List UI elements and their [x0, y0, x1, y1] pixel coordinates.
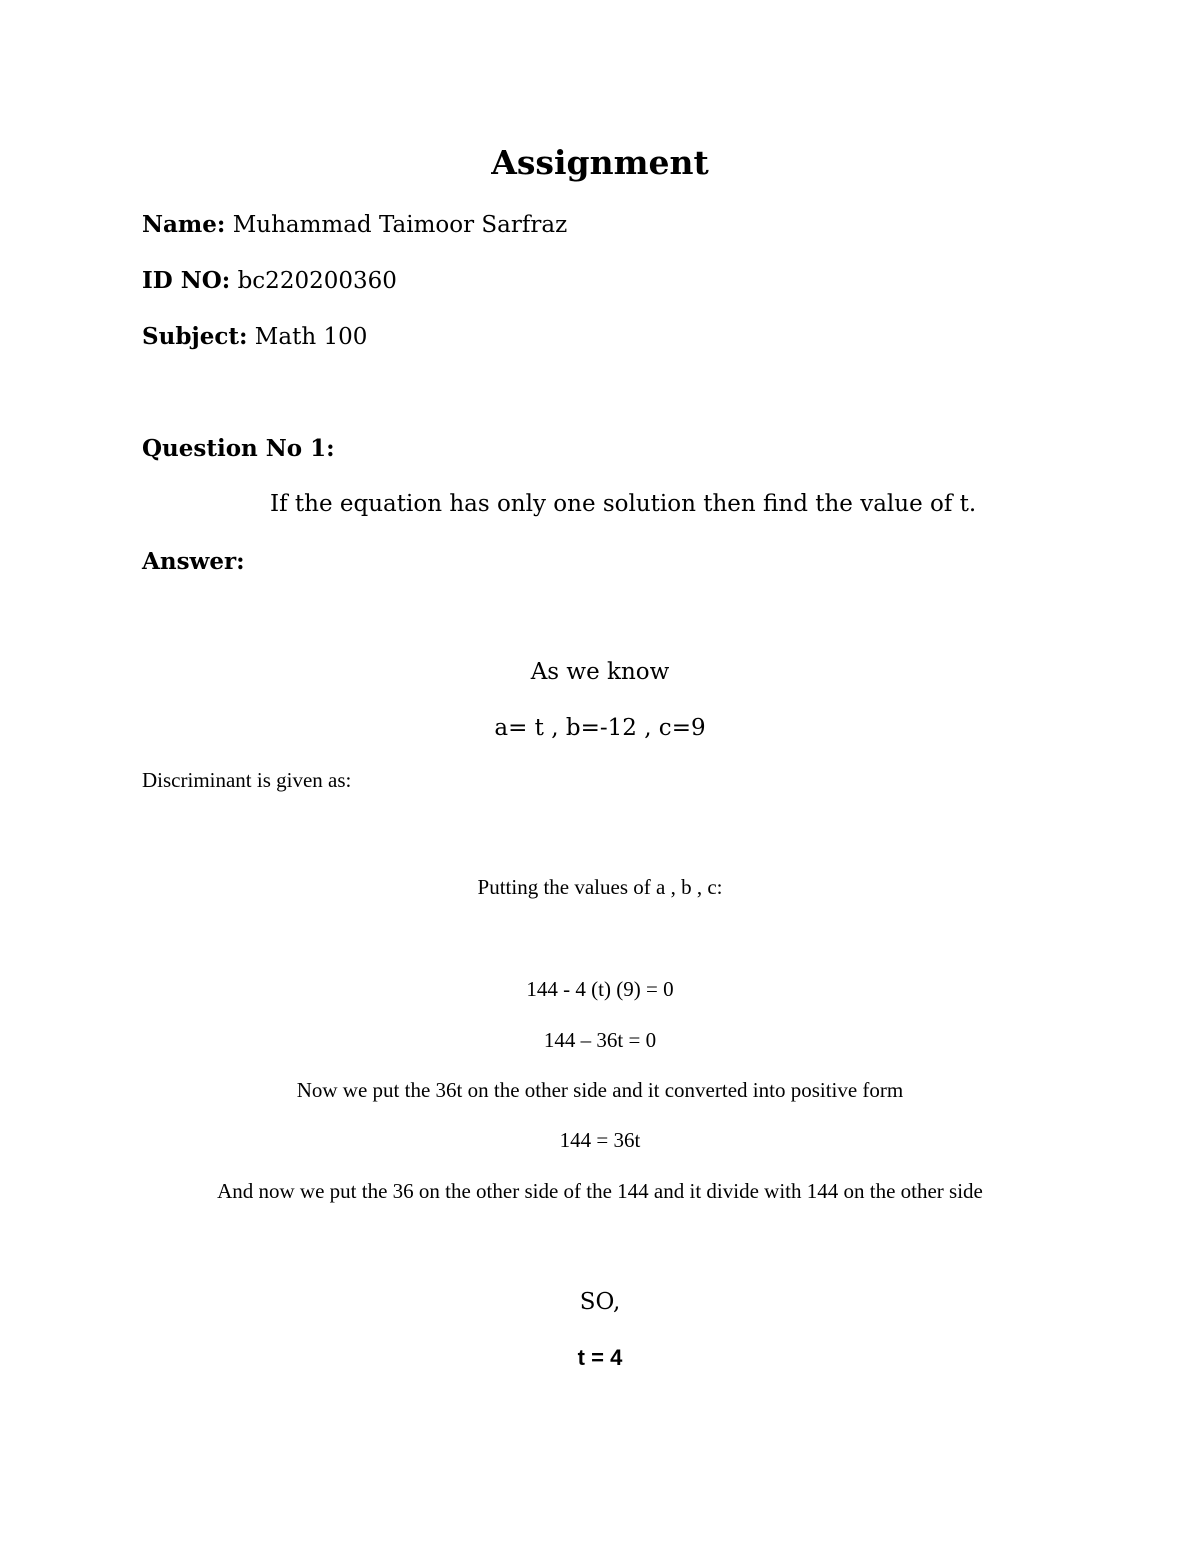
coefficients-line: a= t , b=-12 , c=9: [494, 715, 706, 741]
explanation-step-5: And now we put the 36 on the other side of the 144 and it divide with 144 on the other side: [217, 1179, 983, 1203]
name-label: Name:: [142, 211, 226, 238]
so-text: SO,: [579, 1289, 621, 1315]
subject-line: [142, 325, 367, 349]
subject-label: Subject:: [142, 323, 248, 350]
equation-step-2: 144 – 36t = 0: [543, 1028, 657, 1052]
id-label: ID NO:: [142, 267, 231, 294]
equation-step-1: 144 - 4 (t) (9) = 0: [526, 977, 674, 1001]
document-title: Assignment: [491, 143, 709, 182]
as-we-know-text: As we know: [530, 659, 670, 685]
subject-value: Math 100: [247, 324, 368, 350]
question-heading: Question No 1:: [142, 435, 335, 462]
answer-heading: Answer:: [142, 548, 245, 575]
id-value: bc220200360: [230, 268, 397, 294]
putting-values-text: Putting the values of a , b , c:: [477, 875, 723, 899]
id-line: [142, 269, 397, 293]
explanation-step-3: Now we put the 36t on the other side and it converted into positive form: [296, 1078, 904, 1102]
question-text: If the equation has only one solution then find the value of t.: [270, 491, 977, 517]
discriminant-text: Discriminant is given as:: [142, 768, 352, 792]
equation-step-4: 144 = 36t: [559, 1128, 641, 1152]
final-result: t = 4: [577, 1345, 623, 1370]
name-value: Muhammad Taimoor Sarfraz: [225, 212, 568, 238]
name-line: [142, 213, 567, 237]
